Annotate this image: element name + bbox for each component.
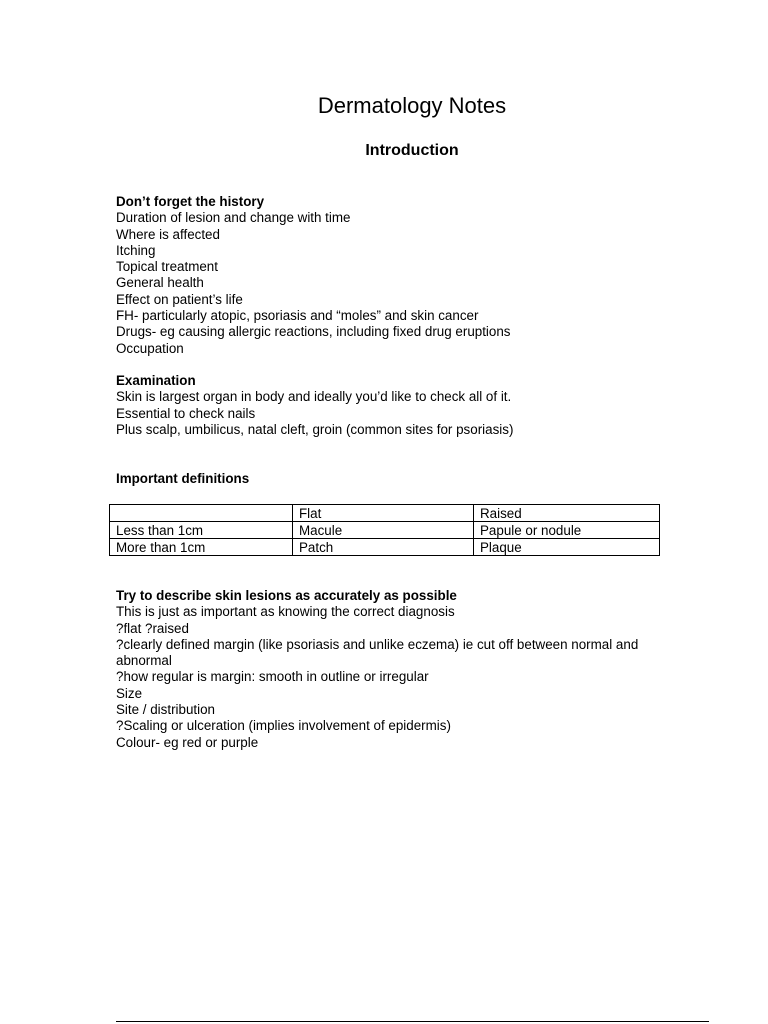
history-item: Itching (116, 242, 156, 258)
table-cell (110, 505, 293, 522)
table-header-row (110, 505, 660, 522)
describe-heading: Try to describe skin lesions as accurately as possible (116, 588, 457, 603)
history-item: Drugs- eg causing allergic reactions, including fixed drug eruptions (116, 324, 511, 340)
definitions-table (109, 504, 660, 556)
describe-item: Site / distribution (116, 702, 215, 718)
history-heading: Don’t forget the history (116, 194, 265, 209)
table-cell: Papule or nodule (474, 522, 660, 539)
table-header-flat: Flat (293, 505, 474, 522)
describe-item: Colour- eg red or purple (116, 734, 259, 750)
history-item: Duration of lesion and change with time (116, 210, 351, 226)
table-cell: More than 1cm (110, 539, 293, 556)
describe-item: ?clearly defined margin (like psoriasis and unlike eczema) ie cut off between normal and abnormal (116, 636, 639, 669)
section-title-introduction: Introduction (365, 142, 459, 159)
table-cell: Less than 1cm (110, 522, 293, 539)
describe-item: ?Scaling or ulceration (implies involvement of epidermis) (116, 718, 451, 734)
history-item: Topical treatment (116, 259, 218, 275)
definitions-heading: Important definitions (116, 471, 250, 486)
examination-section (116, 373, 686, 438)
describe-item: ?flat ?raised (116, 620, 189, 636)
footer-divider (116, 1021, 709, 1022)
describe-item: Size (116, 685, 143, 701)
table-row (110, 522, 660, 539)
describe-item: ?how regular is margin: smooth in outline or irregular (116, 669, 429, 685)
table-row (110, 539, 660, 556)
table-cell: Macule (293, 522, 474, 539)
examination-item: Essential to check nails (116, 405, 256, 421)
page-title: Dermatology Notes (317, 93, 507, 118)
history-item: General health (116, 275, 204, 291)
describe-section (116, 588, 686, 751)
history-item: FH- particularly atopic, psoriasis and “moles” and skin cancer (116, 308, 479, 324)
describe-item: This is just as important as knowing the correct diagnosis (116, 604, 455, 620)
history-section (116, 194, 686, 357)
examination-item: Skin is largest organ in body and ideally you’d like to check all of it. (116, 389, 512, 405)
table-cell: Plaque (474, 539, 660, 556)
examination-heading: Examination (116, 373, 196, 388)
history-item: Occupation (116, 340, 184, 356)
history-item: Effect on patient’s life (116, 291, 243, 307)
table-cell: Patch (293, 539, 474, 556)
table-header-raised: Raised (474, 505, 660, 522)
examination-item: Plus scalp, umbilicus, natal cleft, groin (common sites for psoriasis) (116, 421, 514, 437)
definitions-section (116, 471, 686, 487)
history-item: Where is affected (116, 226, 220, 242)
